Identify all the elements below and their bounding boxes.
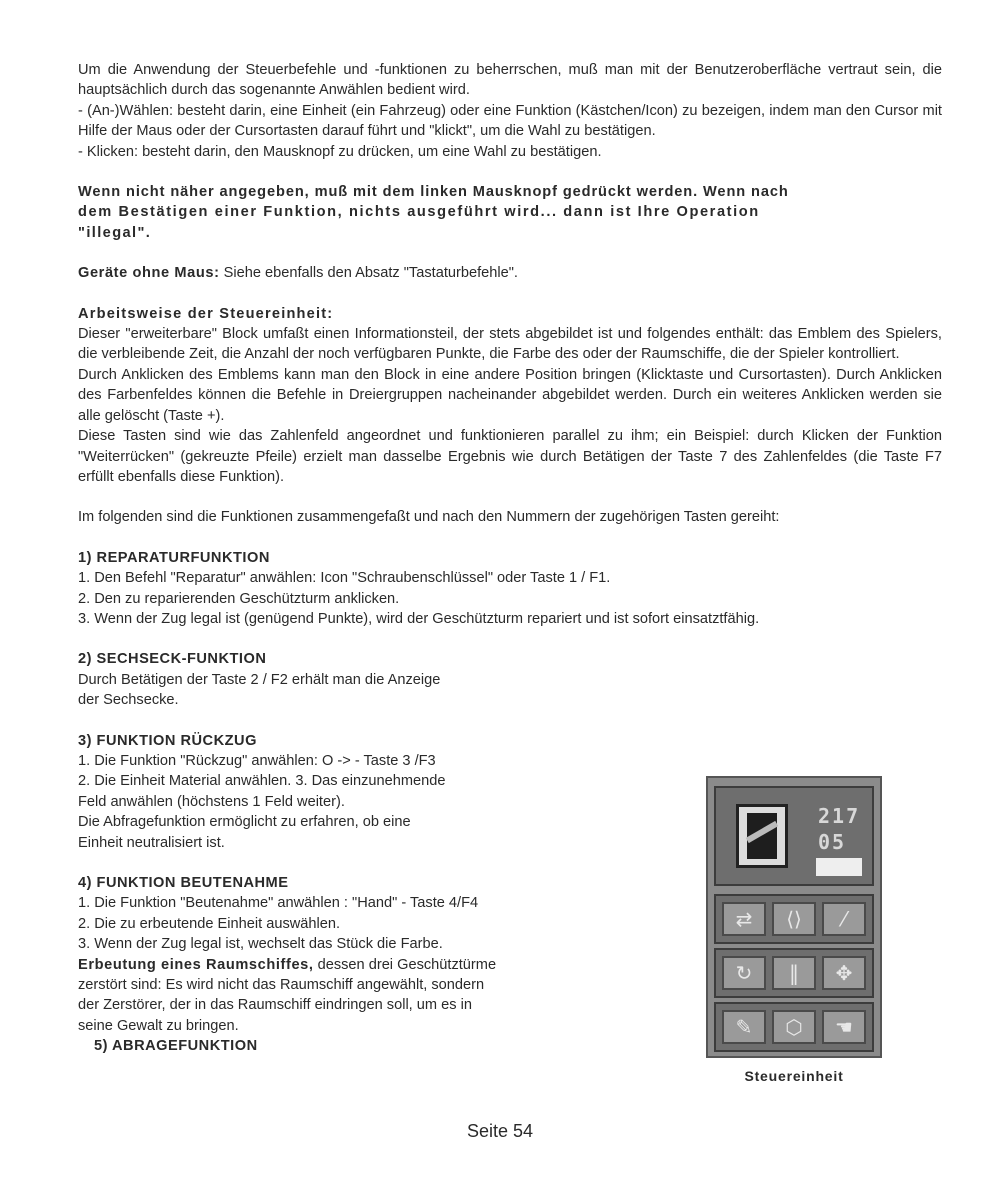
arrows-dots-icon: ✥ [822,956,866,990]
section-3-line-5: Einheit neutralisiert ist. [78,834,225,851]
no-mouse-label: Geräte ohne Maus: [78,265,220,282]
control-unit-paragraph-3: Diese Tasten sind wie das Zahlenfeld angeordnet und funktionieren parallel zu ihm; ein Beispiel: durch Klicken der Funktion "Weiterrücken" (gekreuzte Pfeile) erzielt man dasselbe Ergebnis wie durch Betätigen der Taste 7 des Zahlenfeldes (die Taste F7 erfüllt ebenfalls diese Funktion). [78,428,942,485]
no-mouse-text: Siehe ebenfalls den Absatz "Tastaturbefehle". [219,265,518,282]
section-5-heading: 5) ABRAGEFUNKTION [94,1038,258,1055]
section-1-line-1: 1. Den Befehl "Reparatur" anwählen: Icon "Schraubenschlüssel" oder Taste 1 / F1. [78,570,611,587]
page-number: Seite 54 [466,1121,534,1141]
section-2-heading: 2) SECHSECK-FUNKTION [78,651,267,668]
control-unit-panel [706,776,882,1058]
section-4-line-5: zerstört sind: Es wird nicht das Raumschiff angewählt, sondern [78,977,485,994]
brackets-icon: ⟨⟩ [772,902,816,936]
summary-paragraph: Im folgenden sind die Funktionen zusammengefaßt und nach den Nummern der zugehörigen Tasten gereiht: [78,509,780,526]
no-mouse-paragraph [78,263,942,283]
control-unit-paragraph-1: Dieser "erweiterbare" Block umfaßt einen Informationsteil, der stets abgebildet ist und folgendes enthält: das Emblem des Spielers, die verbleibende Zeit, die Anzahl der noch verfügbaren Punkte, die Farbe des oder der Raumschiffe, die der Spieler kontrolliert. [78,326,942,363]
points-readout: 05 [818,830,847,854]
bold-note-line2: dem Bestätigen einer Funktion, nichts ausgeführt wird... dann ist Ihre Operation [78,204,760,221]
pillars-icon: ‖ [772,956,816,990]
wrench-icon: ✎ [722,1010,766,1044]
rotate-icon: ↻ [722,956,766,990]
section-1-line-3: 3. Wenn der Zug legal ist (genügend Punkte), wird der Geschützturm repariert und ist sofort einsatztfähig. [78,610,760,627]
section-4-bold-phrase: Erbeutung eines Raumschiffes, [78,956,314,973]
section-4-line-2: 2. Die zu erbeutende Einheit auswählen. [78,915,341,932]
bold-note-line3: "illegal". [78,224,152,241]
control-unit-paragraph-2: Durch Anklicken des Emblems kann man den Block in eine andere Position bringen (Klicktaste und Cursortasten). Durch Anklicken des Farbenfeldes können die Befehle in Dreiergruppen nacheinander abgebildet werden. Durch ein weiteres Anklicken werden sie alle gelöscht (Taste +). [78,366,942,424]
section-4-line-4 [78,955,578,975]
figure-caption: Steuereinheit [744,1068,844,1084]
section-4-line-1: 1. Die Funktion "Beutenahme" anwählen : "Hand" - Taste 4/F4 [78,895,479,912]
section-1-heading: 1) REPARATURFUNKTION [78,549,270,566]
section-3-line-2: 2. Die Einheit Material anwählen. 3. Das einzunehmende [78,773,446,790]
player-emblem-icon [736,804,788,868]
bold-note-line1: Wenn nicht näher angegeben, muß mit dem linken Mausknopf gedrückt werden. Wenn nach [78,184,789,201]
time-readout: 217 [818,804,861,828]
section-4-heading: 4) FUNKTION BEUTENAHME [78,875,289,891]
section-3-line-3: Feld anwählen (höchstens 1 Feld weiter). [78,793,345,810]
section-3-line-1: 1. Die Funktion "Rückzug" anwählen: O -> - Taste 3 /F3 [78,752,436,769]
section-2-line-2: der Sechsecke. [78,692,179,709]
section-4-line-3: 3. Wenn der Zug legal ist, wechselt das Stück die Farbe. [78,936,443,953]
info-block [714,786,874,886]
section-4-line-7: seine Gewalt zu bringen. [78,1017,239,1034]
diagonal-line-icon: ⁄ [822,902,866,936]
hexagon-icon: ⬡ [772,1010,816,1044]
command-row-2 [714,948,874,998]
intro-paragraph: Um die Anwendung der Steuerbefehle und -funktionen zu beherrschen, muß man mit der Benutzeroberfläche vertraut sein, die hauptsächlich durch das sogenannte Anwählen bedient wird. [78,62,942,99]
control-unit-figure [706,776,882,1084]
control-unit-heading: Arbeitsweise der Steuereinheit: [78,305,334,322]
section-4-line-4-rest: dessen drei Geschütztürme [313,956,497,973]
section-3-line-4: Die Abfragefunktion ermöglicht zu erfahren, ob eine [78,814,411,831]
section-1-line-2: 2. Den zu reparierenden Geschützturm anklicken. [78,590,400,607]
left-column [78,649,578,1056]
command-row-1 [714,894,874,944]
command-row-3 [714,1002,874,1052]
section-2-line-1: Durch Betätigen der Taste 2 / F2 erhält man die Anzeige [78,671,441,688]
intro-click-definition: - Klicken: besteht darin, den Mausknopf zu drücken, um eine Wahl zu bestätigen. [78,143,602,160]
section-4-line-6: der Zerstörer, der in das Raumschiff eindringen soll, um es in [78,997,472,1014]
hand-icon: ☚ [822,1010,866,1044]
section-3-heading: 3) FUNKTION RÜCKZUG [78,732,257,749]
intro-select-definition: - (An-)Wählen: besteht darin, eine Einheit (ein Fahrzeug) oder eine Funktion (Kästchen/Icon) zu bezeigen, indem man den Cursor mit Hilfe der Maus oder der Cursortasten darauf führt und "klickt", um die Wahl zu bestätigen. [78,102,942,140]
color-field [816,858,862,876]
crossed-arrows-icon: ⇄ [722,902,766,936]
